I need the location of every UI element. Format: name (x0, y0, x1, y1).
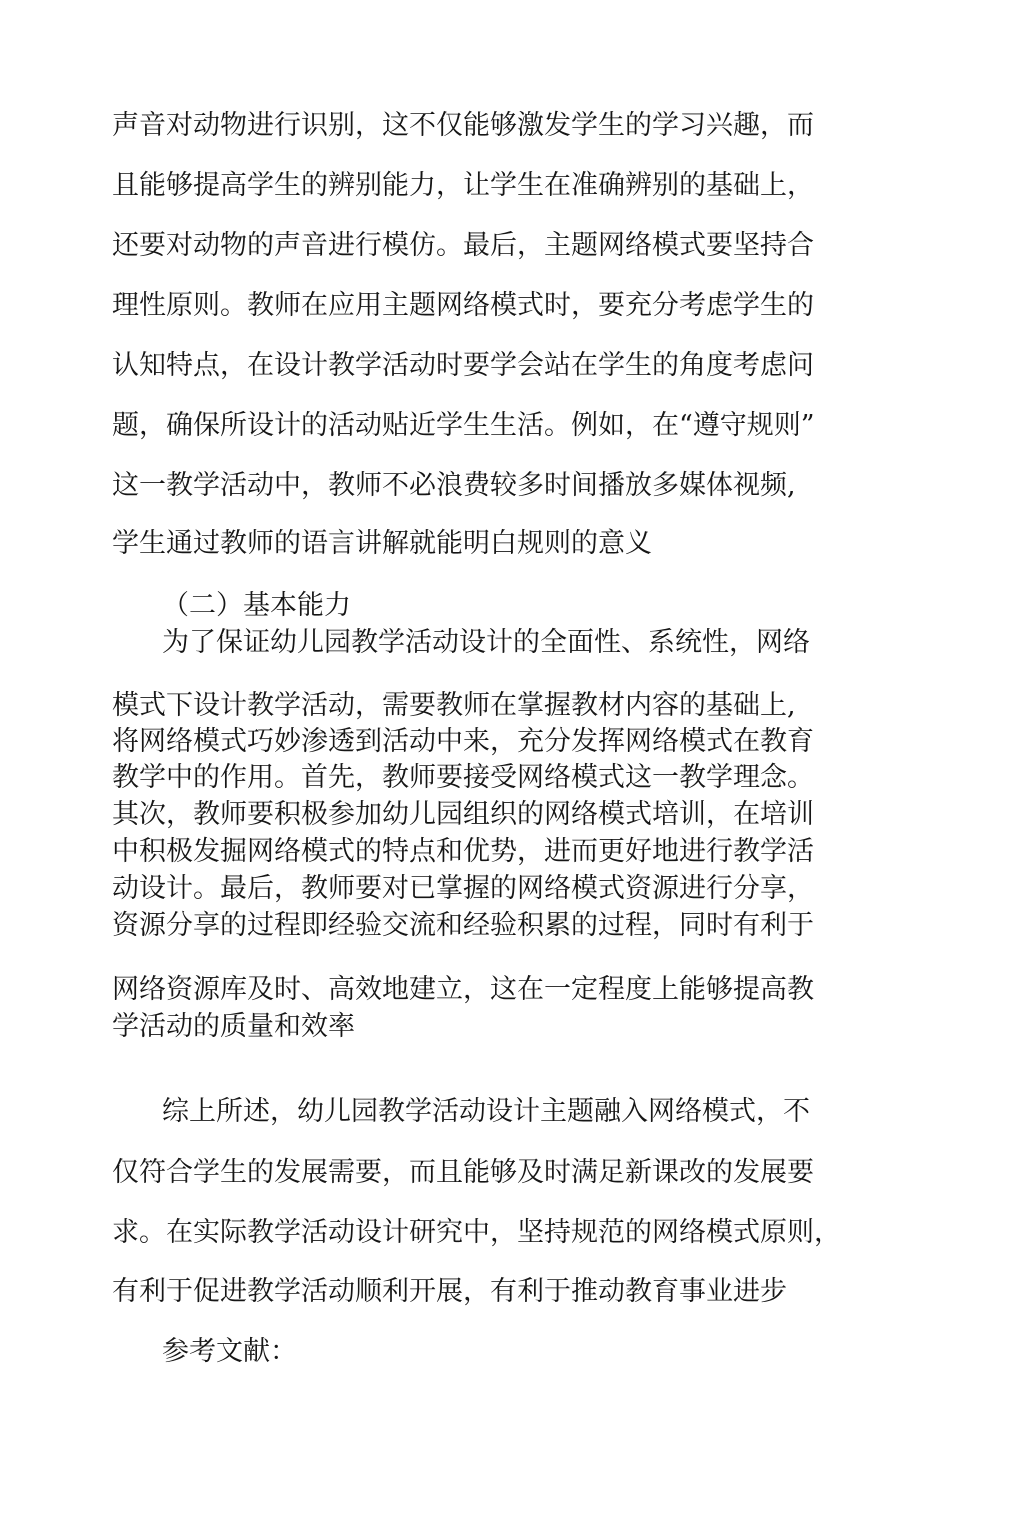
paragraph-line: 还要对动物的声音进行模仿。最后，主题网络模式要坚持合 (112, 230, 814, 261)
paragraph-line: 理性原则。教师在应用主题网络模式时，要充分考虑学生的 (112, 290, 814, 321)
paragraph-line: 求。在实际教学活动设计研究中，坚持规范的网络模式原则， (112, 1217, 841, 1248)
paragraph-line: 有利于促进教学活动顺利开展，有利于推动教育事业进步 (112, 1276, 787, 1307)
paragraph-line: 将网络模式巧妙渗透到活动中来，充分发挥网络模式在教育 (112, 726, 814, 757)
paragraph-line: 为了保证幼儿园教学活动设计的全面性、系统性，网络 (162, 627, 810, 658)
paragraph-line: 教学中的作用。首先，教师要接受网络模式这一教学理念。 (112, 762, 814, 793)
paragraph-line: 其次，教师要积极参加幼儿园组织的网络模式培训，在培训 (112, 799, 814, 830)
paragraph-line: 仅符合学生的发展需要，而且能够及时满足新课改的发展要 (112, 1157, 814, 1188)
paragraph-line: 学生通过教师的语言讲解就能明白规则的意义 (112, 528, 652, 559)
paragraph-line: 模式下设计教学活动，需要教师在掌握教材内容的基础上, (112, 690, 796, 721)
paragraph-line: 学活动的质量和效率 (112, 1011, 355, 1042)
paragraph-line: 中积极发掘网络模式的特点和优势，进而更好地进行教学活 (112, 836, 814, 867)
references-heading: 参考文献： (162, 1336, 297, 1367)
paragraph-line: 资源分享的过程即经验交流和经验积累的过程，同时有利于 (112, 910, 814, 941)
paragraph-line: 认知特点，在设计教学活动时要学会站在学生的角度考虑问 (112, 350, 814, 381)
paragraph-line: 动设计。最后，教师要对已掌握的网络模式资源进行分享， (112, 873, 814, 904)
paragraph-line: 题，确保所设计的活动贴近学生生活。例如，在“遵守规则” (112, 410, 815, 441)
paragraph-line: 这一教学活动中，教师不必浪费较多时间播放多媒体视频, (112, 470, 796, 501)
section-heading: （二）基本能力 (162, 590, 351, 621)
paragraph-line: 且能够提高学生的辨别能力，让学生在准确辨别的基础上， (112, 170, 814, 201)
paragraph-line: 综上所述，幼儿园教学活动设计主题融入网络模式，不 (162, 1096, 810, 1127)
paragraph-line: 声音对动物进行识别，这不仅能够激发学生的学习兴趣，而 (112, 110, 814, 141)
paragraph-line: 网络资源库及时、高效地建立，这在一定程度上能够提高教 (112, 974, 814, 1005)
